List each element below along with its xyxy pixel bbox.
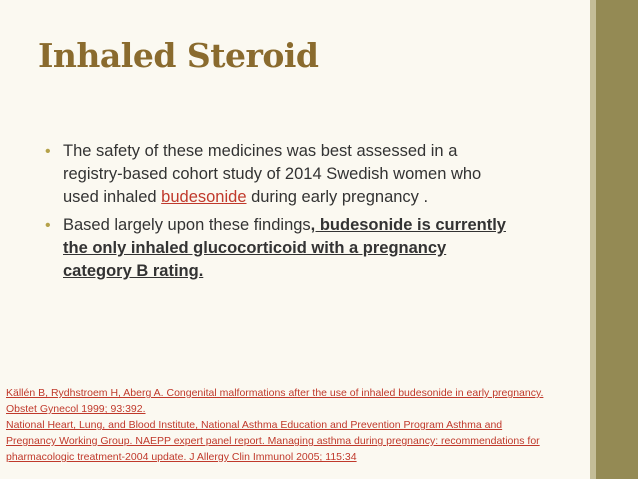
bullet-item [44,214,514,283]
bullet-item [44,140,514,209]
references [6,385,590,465]
bullet-dot-icon: • [45,217,51,234]
bullet-text: The safety of these medicines was best assessed in a registry-based cohort study of 2014 Swedish women who used inhaled [63,142,482,206]
reference-line[interactable]: National Heart, Lung, and Blood Institute, National Asthma Education and Prevention Program Asthma and [6,419,503,431]
bullet-list [44,140,514,288]
bullet-text-end: during early pregnancy . [246,188,429,206]
reference-line[interactable]: pharmacologic treatment-2004 update. J Allergy Clin Immunol 2005; 115:34 [6,451,357,463]
bullet-dot-icon: • [45,143,51,160]
side-accent-bar [596,0,638,479]
bullet-emphasis: , budesonide is currently the only inhaled glucocorticoid with a pregnancy category B rating. [63,216,506,280]
slide-title: Inhaled Steroid [38,36,319,75]
reference-line[interactable]: Källén B, Rydhstroem H, Aberg A. Congenital malformations after the use of inhaled budesonide in early pregnancy. [6,387,544,399]
reference-line[interactable]: Pregnancy Working Group. NAEPP expert panel report. Managing asthma during pregnancy: recommendations for [6,435,540,447]
budesonide-link[interactable]: budesonide [161,188,247,206]
reference-line[interactable]: Obstet Gynecol 1999; 93:392. [6,403,146,415]
bullet-text: Based largely upon these findings [63,216,311,234]
